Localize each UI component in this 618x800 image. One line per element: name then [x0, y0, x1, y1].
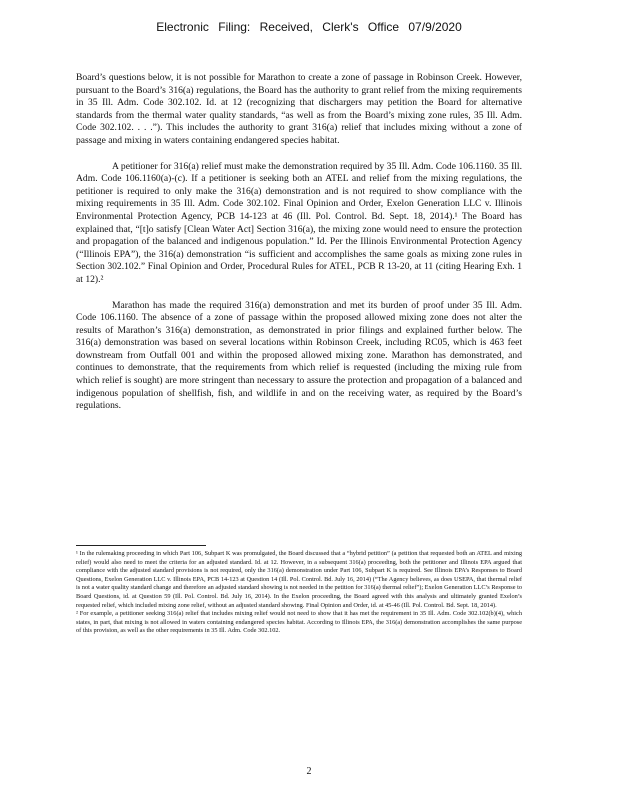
filing-header: Electronic Filing: Received, Clerk's Office 07/9/2020: [156, 20, 462, 34]
footnote-1: ¹ In the rulemaking proceeding in which Part 106, Subpart K was promulgated, the Board discussed that a “hybrid petition” (a petition that requested both an ATEL and mixing relief) would also need to meet the criteria for an adjusted standard. Id. at 12. However, in a subsequent 316(a) proceeding, both the petitioner and Illinois EPA argued that compliance with the adjusted standard provisions is not required, only the 316(a) demonstration under Part 106, Subpart K is required. See Illinois EPA’s Responses to Board Questions, Exelon Generation LLC v. Illinois EPA, PCB 14-123 at Question 14 (Ill. Pol. Control. Bd. July 16, 2014) (“The Agency believes, as does USEPA, that thermal relief is not a water quality standard change and therefore an adjusted standard showing is not needed in the petition for 316(a) thermal relief”); Exelon Generation LLC’s Response to Board Questions, id. at Question 59 (Ill. Pol. Control. Bd. July 16, 2014). In the Exelon proceeding, the Board agreed with this analysis and ultimately granted Exelon’s requested relief, which included mixing zone relief, without an adjusted standard showing. Final Opinion and Order, id. at 45-46 (Ill. Pol. Control. Bd. Sept. 18, 2014).: [76, 550, 522, 609]
footnote-divider: [76, 545, 206, 546]
paragraph-3: Marathon has made the required 316(a) demonstration and met its burden of proof under 35 Ill. Adm. Code 106.1160. The absence of a zone of passage within the proposed allowed mixing zone does not alter the results of Marathon’s 316(a) demonstration, as demonstrated in prior filings and explained further below. The 316(a) demonstration was based on several locations within Robinson Creek, including RC05, which is 463 feet downstream from Outfall 001 and within the proposed allowed mixing zone. Marathon has demonstrated, and continues to demonstrate, that the requirements from which relief is requested (including the mixing rule from which relief is sought) are more stringent than necessary to assure the protection and propagation of a balanced and indigenous population of shellfish, fish, and wildlife in and on the receiving water, as required by the Board’s regulations.: [76, 299, 522, 412]
footnote-2: ² For example, a petitioner seeking 316(a) relief that includes mixing relief would not need to show that it has met the requirement in 35 Ill. Adm. Code 302.102(b)(4), which states, in part, that mixing is not allowed in waters containing endangered species habitat. According to Illinois EPA, the 316(a) demonstration accomplishes the same purpose of this provision, as well as the other requirements in 35 Ill. Adm. Code 302.102.: [76, 610, 522, 635]
page-number: 2: [306, 766, 312, 777]
paragraph-2: A petitioner for 316(a) relief must make the demonstration required by 35 Ill. Adm. Code 106.1160. 35 Ill. Adm. Code 106.1160(a)-(c). If a petitioner is seeking both an ATEL and relief from the mixing regulations, the petitioner is required to only make the 316(a) demonstration and is not required to show compliance with the mixing requirements in 35 Ill. Adm. Code 302.102. Final Opinion and Order, Exelon Generation LLC v. Illinois Environmental Protection Agency, PCB 14-123 at 46 (Ill. Pol. Control. Bd. Sept. 18, 2014).¹ The Board has explained that, “[t]o satisfy [Clean Water Act] Section 316(a), the mixing zone would need to ensure the protection and propagation of the balanced and indigenous population.” Id. Per the Illinois Environmental Protection Agency (“Illinois EPA”), the 316(a) demonstration “is sufficient and accomplishes the same goals as mixing zone rules in Section 302.102.” Final Opinion and Order, Procedural Rules for ATEL, PCB R 13-20, at 11 (citing Hearing Exh. 1 at 12).²: [76, 160, 522, 285]
footnotes: [76, 550, 522, 636]
body-text: [76, 72, 522, 426]
paragraph-1: Board’s questions below, it is not possible for Marathon to create a zone of passage in Robinson Creek. However, pursuant to the Board’s 316(a) regulations, the Board has the authority to grant relief from the mixing requirements in 35 Ill. Adm. Code 302.102. Id. at 12 (recognizing that dischargers may petition the Board for alternative standards from the thermal water quality standards, “as well as from the Board’s mixing zone rules, 35 Ill. Adm. Code 302.102. . . .”). This includes the authority to grant 316(a) relief that includes mixing without a zone of passage and mixing in waters containing endangered species habitat.: [76, 72, 522, 146]
